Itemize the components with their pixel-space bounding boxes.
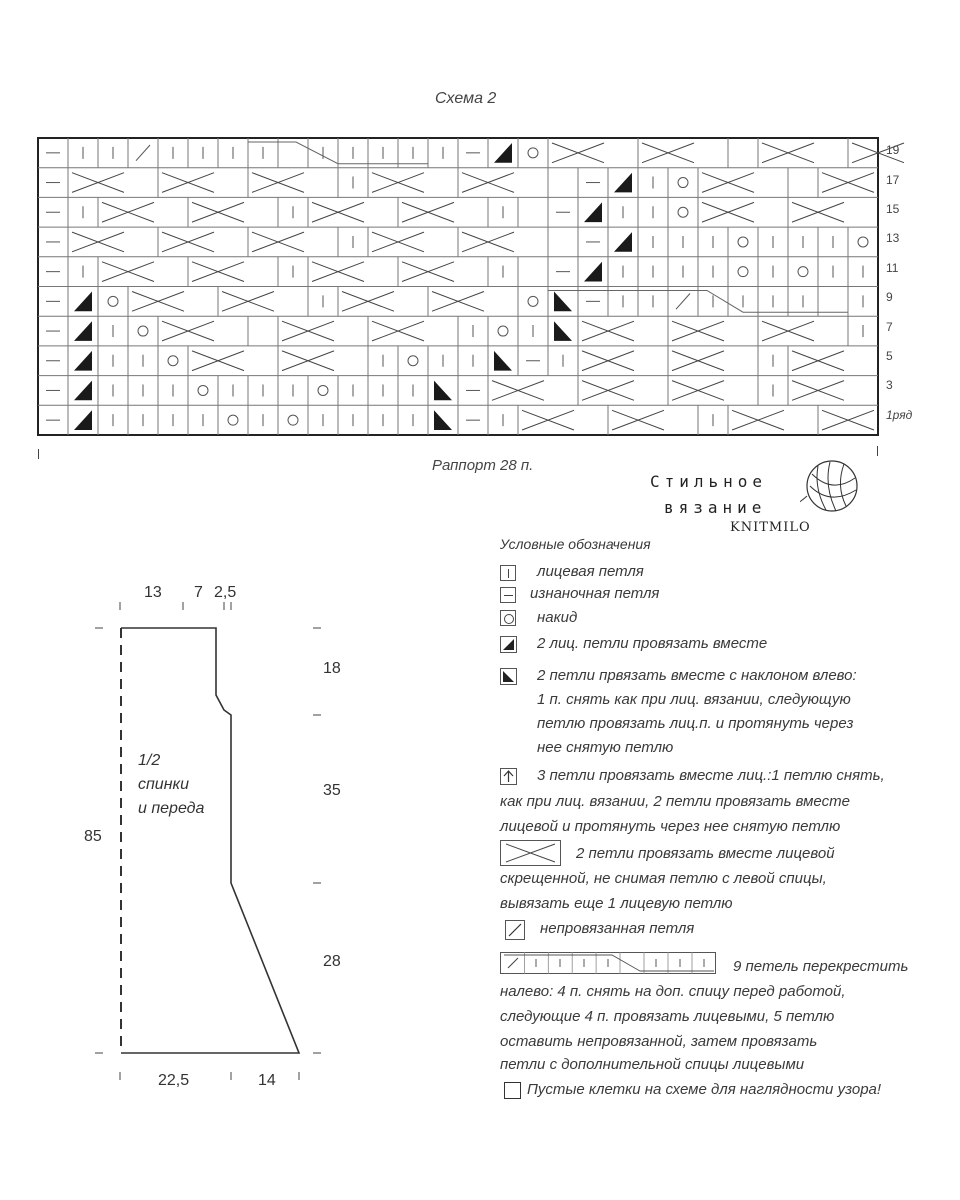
dim-right-35: 35 [323,782,341,799]
dim-bottom-22-5: 22,5 [158,1072,190,1089]
piece-label-back: спинки [138,776,189,793]
dim-top-7: 7 [194,584,203,601]
row-number: 15 [886,202,900,216]
row-number: 3 [886,378,893,392]
row-number: 13 [886,231,900,245]
legend-cable-5: петли с дополнительной спицы лицевыми [500,1056,805,1073]
dim-left-85: 85 [84,828,102,845]
legend-cross-3: вывязать еще 1 лицевую петлю [500,895,733,912]
legend-ssk-3: петлю провязать лиц.п. и протянуть через [537,715,854,732]
dim-top-2-5: 2,5 [214,584,237,601]
piece-label-fraction: 1/2 [138,752,161,769]
knit-stitch-icon [500,565,516,581]
dim-top-13: 13 [144,584,162,601]
garment-schematic [0,580,400,1100]
legend-purl: изнаночная петля [530,585,660,602]
dim-right-28: 28 [323,953,341,970]
legend-slipped: непровязанная петля [540,920,695,937]
cable-nine-icon [500,952,716,974]
repeat-mark-right [877,446,878,456]
ssk-icon [500,668,517,685]
purl-stitch-icon [500,587,516,603]
repeat-label: Раппорт 28 п. [432,457,534,474]
legend-title: Условные обозначения [500,536,651,552]
legend-k3tog-2: как при лиц. вязании, 2 петли провязать вместе [500,793,850,810]
cross-stitch-icon [500,840,561,866]
row-number: 1ряд [886,408,913,422]
legend-cable-3: следующие 4 п. провязать лицевыми, 5 петлю [500,1008,835,1025]
row-number: 11 [886,261,899,275]
watermark-brand: KNITMILO [730,520,811,535]
legend-k3tog-3: лицевой и протянуть через нее снятую петлю [500,818,841,835]
watermark-line2: вязание [664,498,767,517]
row-number: 5 [886,349,893,363]
row-number: 17 [886,173,900,187]
legend-k2tog: 2 лиц. петли провязать вместе [537,635,768,652]
legend-yarn-over: накид [537,609,578,626]
legend-cross-1: 2 петли провязать вместе лицевой [576,845,835,862]
row-number: 9 [886,290,893,304]
empty-cell-icon [504,1082,521,1099]
chart-title: Схема 2 [435,90,497,107]
legend-cross-2: скрещенной, не снимая петлю с левой спицы, [500,870,827,887]
watermark-line1: Стильное [650,472,768,491]
row-number: 7 [886,320,893,334]
row-number: 19 [886,143,900,157]
legend-cable-4: оставить непровязанной, затем провязать [500,1033,818,1050]
legend-k3tog-1: 3 петли провязать вместе лиц.:1 петлю снять, [537,767,885,784]
yarn-ball-icon [800,456,864,518]
legend-cable-2: налево: 4 п. снять на доп. спицу перед работой, [500,983,846,1000]
piece-label-front: и переда [138,800,205,817]
yarn-over-icon [500,610,516,626]
legend-ssk-2: 1 п. снять как при лиц. вязании, следующую [537,691,851,708]
k3tog-icon [500,768,517,785]
legend-empty: Пустые клетки на схеме для наглядности узора! [527,1081,882,1098]
dim-right-18: 18 [323,660,341,677]
legend-cable-1: 9 петель перекрестить [733,958,909,975]
k2tog-icon [500,636,517,653]
legend-ssk-4: нее снятую петлю [537,739,674,756]
knitting-chart [0,0,960,480]
repeat-mark-left [38,449,39,459]
legend-knit: лицевая петля [537,563,644,580]
slipped-stitch-icon [505,920,525,940]
dim-bottom-14: 14 [258,1072,276,1089]
legend-ssk-1: 2 петли првязать вместе с наклоном влево: [537,667,857,684]
